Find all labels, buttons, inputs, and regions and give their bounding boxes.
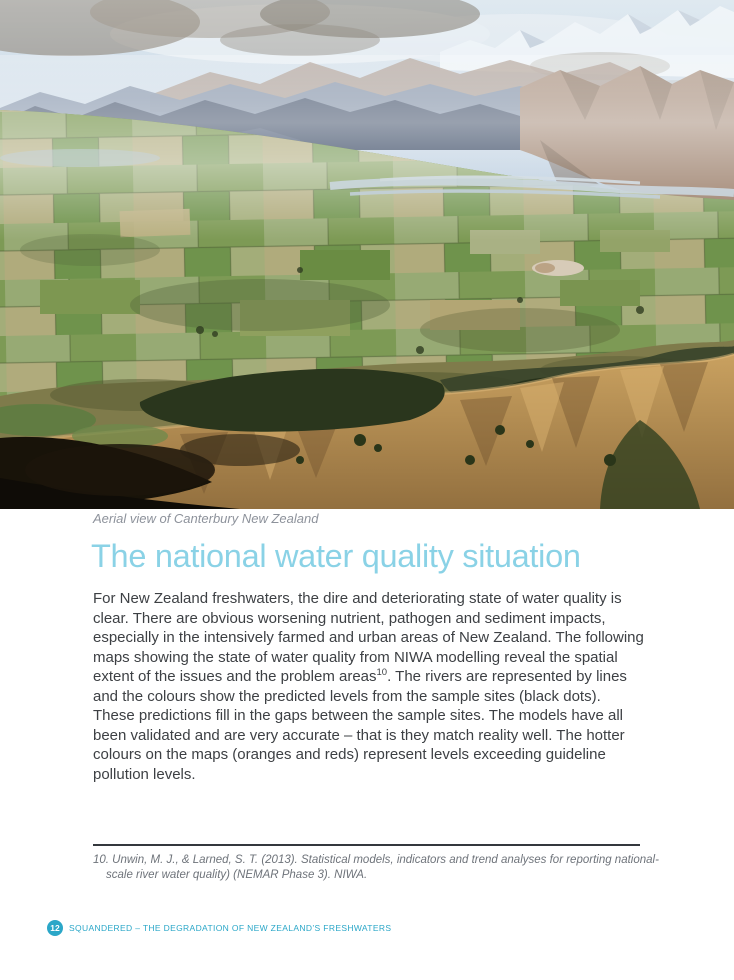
- footnote: 10. Unwin, M. J., & Larned, S. T. (2013). Statistical models, indicators and trend analyses for reporting national-scale river water quality) (NEMAR Phase 3). NIWA.: [93, 854, 659, 881]
- body-paragraph: [93, 589, 644, 784]
- body-text-after-reference: . The rivers are represented by lines and the colours show the predicted levels from the sample sites (black dots). These predictions fill in the gaps between the sample sites. The models have all been validated and are very accurate – that is they match reality well. The hotter colours on the maps (oranges and reds) represent levels exceeding guideline pollution levels.: [93, 668, 627, 783]
- page-title: The national water quality situation: [91, 538, 581, 574]
- footer-title: SQUANDERED – THE DEGRADATION OF NEW ZEALAND’S FRESHWATERS: [69, 923, 392, 933]
- photo-caption: Aerial view of Canterbury New Zealand: [93, 511, 319, 526]
- footnote-divider: [93, 844, 640, 846]
- body-text-before-reference: For New Zealand freshwaters, the dire and deteriorating state of water quality is clear. There are obvious worsening nutrient, pathogen and sediment impacts, especially in the intensively farmed and urban areas of New Zealand. The following maps showing the state of water quality from NIWA modelling reveal the spatial extent of the issues and the problem areas: [93, 590, 644, 685]
- page-number-badge: 12: [47, 920, 63, 936]
- footnote-reference: 10: [376, 667, 388, 678]
- page-footer: [47, 920, 391, 936]
